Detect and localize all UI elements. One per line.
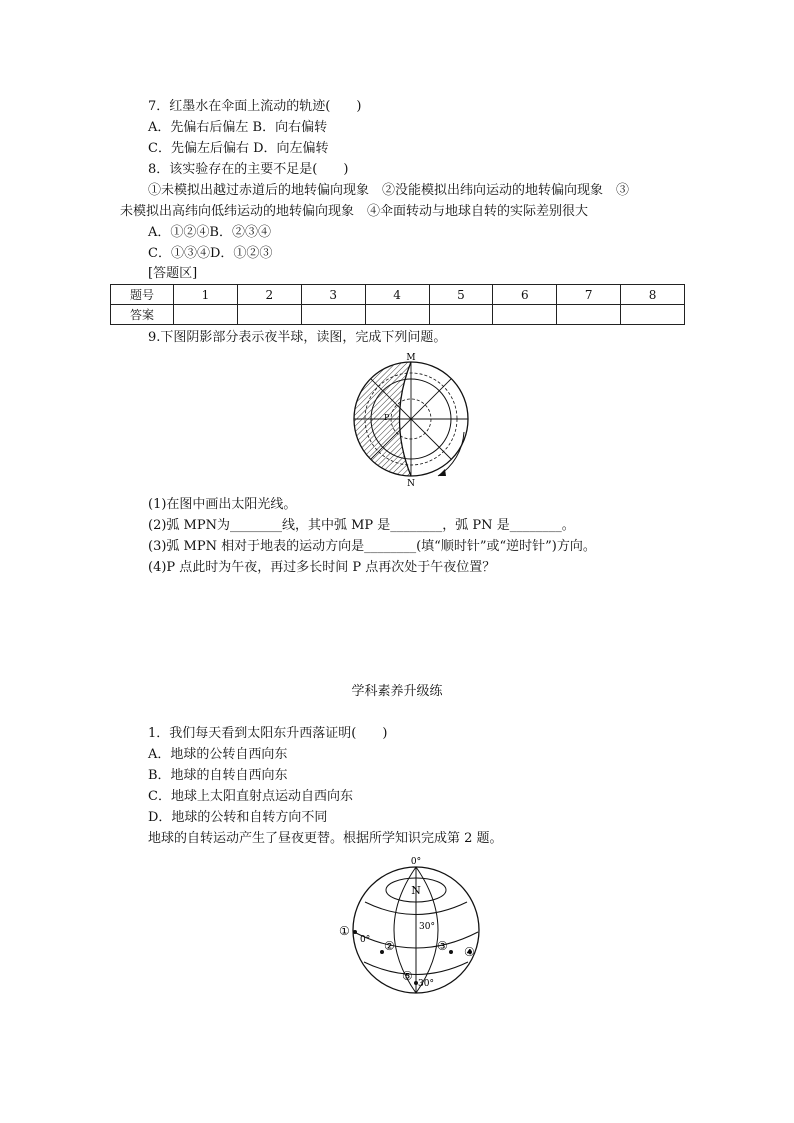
q7-stem: 7．红墨水在伞面上流动的轨迹( ) — [148, 99, 362, 114]
section-title: 学科素养升级练 — [351, 684, 443, 699]
q9-sub1: (1)在图中画出太阳光线。 — [148, 497, 297, 512]
answer-table-number-row — [111, 285, 685, 305]
answer-cell[interactable] — [429, 305, 493, 325]
q9-sub2: (2)弧 MPN为________线，其中弧 MP 是________，弧 PN 是________。 — [148, 518, 575, 533]
q8-statement-line1: ①未模拟出越过赤道后的地转偏向现象 ②没能模拟出纬向运动的地转偏向现象 ③ — [148, 183, 630, 198]
globe-pole-label: N — [411, 884, 421, 897]
label-n: N — [407, 479, 415, 489]
s1-option-c: C．地球上太阳直射点运动自西向东 — [148, 789, 353, 804]
q9-sub4: (4)P 点此时为午夜，再过多长时间 P 点再次处于午夜位置？ — [148, 560, 496, 575]
globe-marker-4: ④ — [464, 945, 475, 959]
q7-options-ab: A．先偏右后偏左 B．向右偏转 — [148, 120, 328, 135]
answer-cell[interactable] — [621, 305, 685, 325]
answer-table-number: 6 — [493, 285, 557, 305]
globe-marker-2: ② — [384, 939, 395, 953]
answer-table-header-number: 题号 — [111, 285, 174, 305]
answer-area-label: [答题区] — [148, 266, 198, 281]
q9-stem: 9.下图阴影部分表示夜半球，读图，完成下列问题。 — [148, 330, 447, 345]
s1-option-b: B．地球的自转自西向东 — [148, 768, 288, 783]
q8-statement-line2: 未模拟出高纬向低纬运动的地转偏向现象 ④伞面转动与地球自转的实际差别很大 — [120, 204, 589, 219]
globe-top-label: 0° — [410, 857, 422, 867]
label-p: P — [384, 413, 390, 422]
answer-table-number: 7 — [557, 285, 621, 305]
globe-marker-3: ③ — [437, 939, 448, 953]
answer-cell[interactable] — [301, 305, 365, 325]
q7-options-cd: C．先偏左后偏右 D．向左偏转 — [148, 141, 329, 156]
globe-lat-label-3: 30° — [418, 979, 434, 989]
globe-marker-1: ① — [339, 924, 350, 938]
q8-options-cd: C．①③④D．①②③ — [148, 246, 273, 261]
answer-cell[interactable] — [174, 305, 238, 325]
answer-table-answer-row — [111, 305, 685, 325]
globe-lat-label-1: 30° — [419, 922, 435, 932]
globe-marker-5: ⑤ — [402, 969, 413, 983]
answer-table-number: 4 — [365, 285, 429, 305]
q8-options-ab: A．①②④B．②③④ — [148, 225, 271, 240]
answer-table — [110, 284, 685, 325]
answer-table-number: 3 — [301, 285, 365, 305]
label-m: M — [406, 353, 416, 363]
globe-diagram — [332, 852, 492, 998]
answer-cell[interactable] — [557, 305, 621, 325]
answer-table-number: 5 — [429, 285, 493, 305]
q9-sub3: (3)弧 MPN 相对于地表的运动方向是________(填“顺时针”或“逆时针”)方向。 — [148, 539, 596, 554]
night-hemisphere-diagram — [346, 350, 476, 490]
s1-intro: 地球的自转运动产生了昼夜更替。根据所学知识完成第 2 题。 — [148, 831, 503, 846]
globe-lat-label-2: 0° — [360, 935, 371, 945]
answer-table-number: 2 — [237, 285, 301, 305]
answer-cell[interactable] — [237, 305, 301, 325]
s1-stem: 1．我们每天看到太阳东升西落证明( ) — [148, 726, 388, 741]
s1-option-a: A．地球的公转自西向东 — [148, 747, 288, 762]
answer-table-header-answer: 答案 — [111, 305, 174, 325]
rotation-arrow — [438, 432, 464, 476]
answer-table-number: 1 — [174, 285, 238, 305]
s1-option-d: D．地球的公转和自转方向不同 — [148, 810, 328, 825]
answer-cell[interactable] — [493, 305, 557, 325]
answer-table-number: 8 — [621, 285, 685, 305]
q8-stem: 8．该实验存在的主要不足是( ) — [148, 162, 349, 177]
answer-cell[interactable] — [365, 305, 429, 325]
